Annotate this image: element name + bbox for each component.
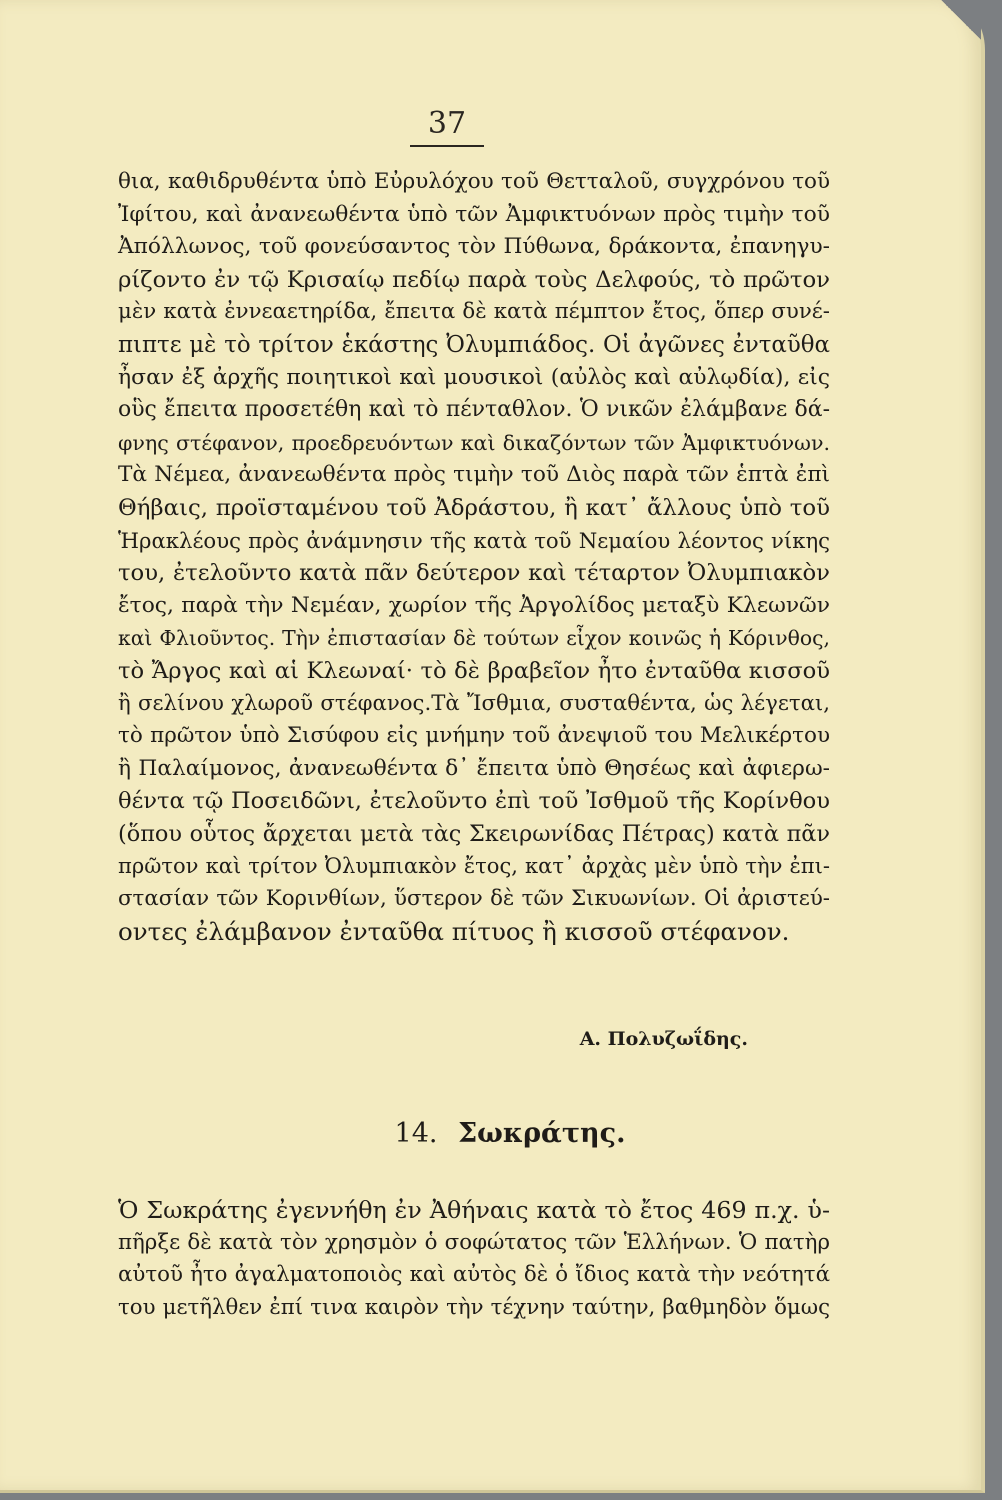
section-title: Σωκράτης. [458, 1118, 626, 1149]
text-line: θέντα τῷ Ποσειδῶνι, ἐτελοῦντο ἐπὶ τοῦ Ἰσθμοῦ τῆς Κορίνθου [118, 788, 830, 815]
text-line: τὸ Ἄργος καὶ αἱ Κλεωναί· τὸ δὲ βραβεῖον ἦτο ἐνταῦθα κισσοῦ [118, 657, 830, 684]
text-line: Ὁ Σωκράτης ἐγεννήθη ἐν Ἀθήναις κατὰ τὸ ἔτος 469 π.χ. ὑ- [118, 1196, 830, 1224]
text-line: θια, καθιδρυθέντα ὑπὸ Εὐρυλόχου τοῦ Θετταλοῦ, συγχρόνου τοῦ [118, 169, 830, 194]
text-line: του, ἐτελοῦντο κατὰ πᾶν δεύτερον καὶ τέταρτον Ὀλυμπιακὸν [118, 560, 830, 587]
text-line: τὸ πρῶτον ὑπὸ Σισύφου εἰς μνήμην τοῦ ἀνεψιοῦ του Μελικέρτου [118, 723, 830, 749]
text-line: φνης στέφανον, προεδρευόντων καὶ δικαζόντων τῶν Ἀμφικτυόνων. [118, 430, 830, 455]
paragraph-olympic-games [118, 166, 830, 948]
section-number: 14. [394, 1118, 438, 1149]
text-line: Ἰφίτου, καὶ ἀνανεωθέντα ὑπὸ τῶν Ἀμφικτυόνων πρὸς τιμὴν τοῦ [118, 201, 830, 227]
text-line: ἢ Παλαίμονος, ἀνανεωθέντα δ᾽ ἔπειτα ὑπὸ Θησέως καὶ ἀφιερω- [118, 755, 830, 781]
text-line: οὓς ἔπειτα προσετέθη καὶ τὸ πένταθλον. Ὁ νικῶν ἐλάμβανε δά- [118, 397, 830, 423]
author-signature: Α. Πολυζωΐδης. [579, 1028, 748, 1050]
text-line: ἔτος, παρὰ τὴν Νεμέαν, χωρίον τῆς Ἀργολίδος μεταξὺ Κλεωνῶν [118, 592, 830, 618]
text-line: αὐτοῦ ἦτο ἀγαλματοποιὸς καὶ αὐτὸς δὲ ὁ ἴδιος κατὰ τὴν νεότητά [118, 1262, 830, 1288]
text-line: ρίζοντο ἐν τῷ Κρισαίῳ πεδίῳ παρὰ τοὺς Δελφούς, τὸ πρῶτον [118, 266, 830, 293]
text-line: (ὅπου οὗτος ἄρχεται μετὰ τὰς Σκειρωνίδας Πέτρας) κατὰ πᾶν [118, 820, 830, 847]
text-line: ἦσαν ἐξ ἀρχῆς ποιητικοὶ καὶ μουσικοὶ (αὐλὸς καὶ αὐλῳδία), εἰς [118, 364, 830, 390]
text-line: στασίαν τῶν Κορινθίων, ὕστερον δὲ τῶν Σικυωνίων. Οἱ ἀριστεύ- [118, 886, 830, 912]
text-line: Ἀπόλλωνος, τοῦ φονεύσαντος τὸν Πύθωνα, δράκοντα, ἐπανηγυ- [118, 234, 830, 260]
text-line: καὶ Φλιοῦντος. Τὴν ἐπιστασίαν δὲ τούτων εἶχον κοινῶς ἡ Κόρινθος, [118, 626, 830, 651]
paragraph-socrates [118, 1194, 830, 1324]
text-line: του μετῆλθεν ἐπί τινα καιρὸν τὴν τέχνην ταύτην, βαθμηδὸν ὅμως [118, 1294, 830, 1320]
text-line: πρῶτον καὶ τρίτον Ὀλυμπιακὸν ἔτος, κατ᾽ ἀρχὰς μὲν ὑπὸ τὴν ἐπι- [118, 853, 830, 879]
page-corner [941, 0, 981, 40]
section-heading [300, 1118, 720, 1149]
text-line: μὲν κατὰ ἐννεαετηρίδα, ἔπειτα δὲ κατὰ πέμπτον ἔτος, ὅπερ συνέ- [118, 299, 830, 325]
text-line: Τὰ Νέμεα, ἀνανεωθέντα πρὸς τιμὴν τοῦ Διὸς παρὰ τῶν ἑπτὰ ἐπὶ [118, 462, 830, 488]
text-line: ἢ σελίνου χλωροῦ στέφανος.Τὰ Ἴσθμια, συσταθέντα, ὡς λέγεται, [118, 690, 830, 716]
text-line: Ἡρακλέους πρὸς ἀνάμνησιν τῆς κατὰ τοῦ Νεμαίου λέοντος νίκης [118, 527, 830, 553]
page-number: 37 [410, 106, 484, 147]
text-line: πιπτε μὲ τὸ τρίτον ἑκάστης Ὀλυμπιάδος. Οἱ ἀγῶνες ἐνταῦθα [118, 331, 830, 358]
text-line: οντες ἐλάμβανον ἐνταῦθα πίτυος ἢ κισσοῦ στέφανον. [118, 916, 790, 946]
text-line: πῆρξε δὲ κατὰ τὸν χρησμὸν ὁ σοφώτατος τῶν Ἑλλήνων. Ὁ πατὴρ [118, 1229, 830, 1255]
text-line: Θήβαις, προϊσταμένου τοῦ Ἀδράστου, ἢ κατ᾽ ἄλλους ὑπὸ τοῦ [118, 494, 830, 521]
